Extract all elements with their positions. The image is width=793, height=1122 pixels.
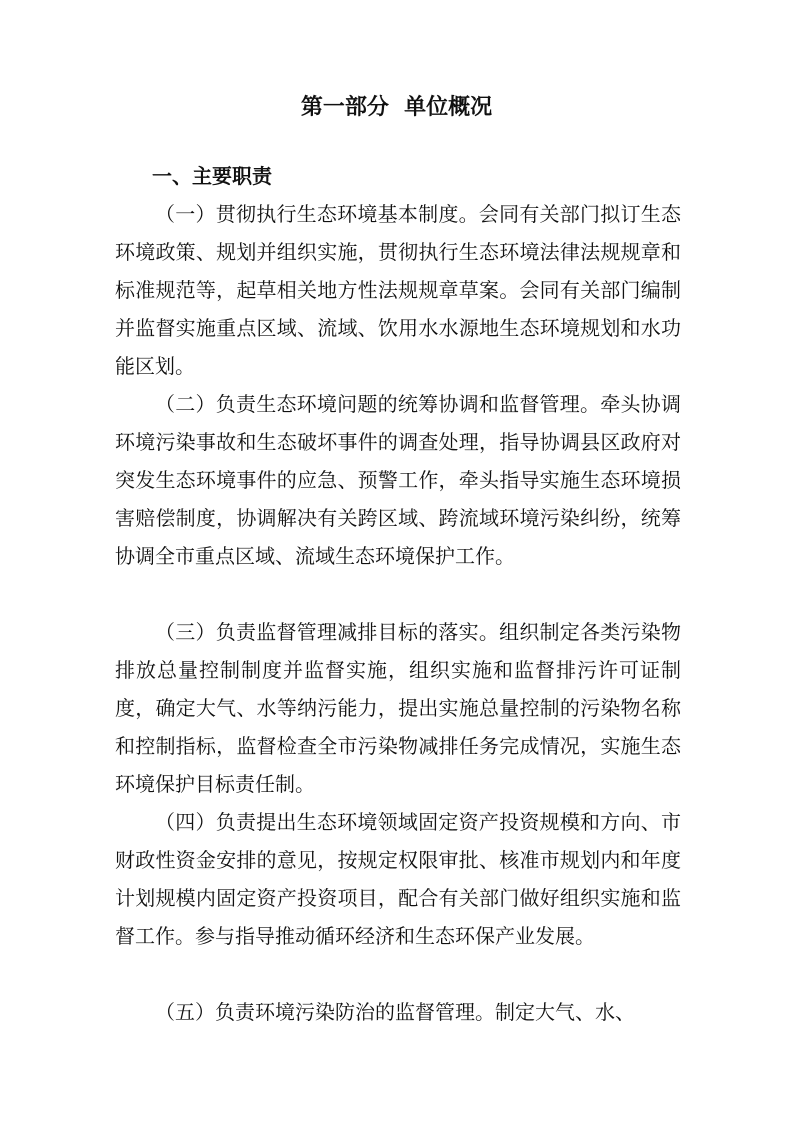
paragraph-5: （五）负责环境污染防治的监督管理。制定大气、水、	[155, 1000, 635, 1024]
paragraph-3: （三）负责监督管理减排目标的落实。组织制定各类污染物排放总量控制制度并监督实施，组织实施和监督排污许可证制度，确定大气、水等纳污能力，提出实施总量控制的污染物名称和控制指标，监督检查全市污染物减排任务完成情况，实施生态环境保护目标责任制。	[115, 620, 681, 796]
section-heading: 一、主要职责	[152, 164, 272, 188]
paragraph-4: （四）负责提出生态环境领域固定资产投资规模和方向、市财政性资金安排的意见，按规定权限审批、核准市规划内和年度计划规模内固定资产投资项目，配合有关部门做好组织实施和监督工作。参与指导推动循环经济和生态环保产业发展。	[115, 810, 681, 948]
paragraph-1: （一）贯彻执行生态环境基本制度。会同有关部门拟订生态环境政策、规划并组织实施，贯彻执行生态环境法律法规规章和标准规范等，起草相关地方性法规规章草案。会同有关部门编制并监督实施重点区域、流域、饮用水水源地生态环境规划和水功能区划。	[115, 202, 681, 378]
paragraph-2: （二）负责生态环境问题的统筹协调和监督管理。牵头协调环境污染事故和生态破坏事件的调查处理，指导协调县区政府对突发生态环境事件的应急、预警工作，牵头指导实施生态环境损害赔偿制度，协调解决有关跨区域、跨流域环境污染纠纷，统筹协调全市重点区域、流域生态环境保护工作。	[115, 392, 681, 568]
page-title: 第一部分 单位概况	[300, 95, 493, 120]
